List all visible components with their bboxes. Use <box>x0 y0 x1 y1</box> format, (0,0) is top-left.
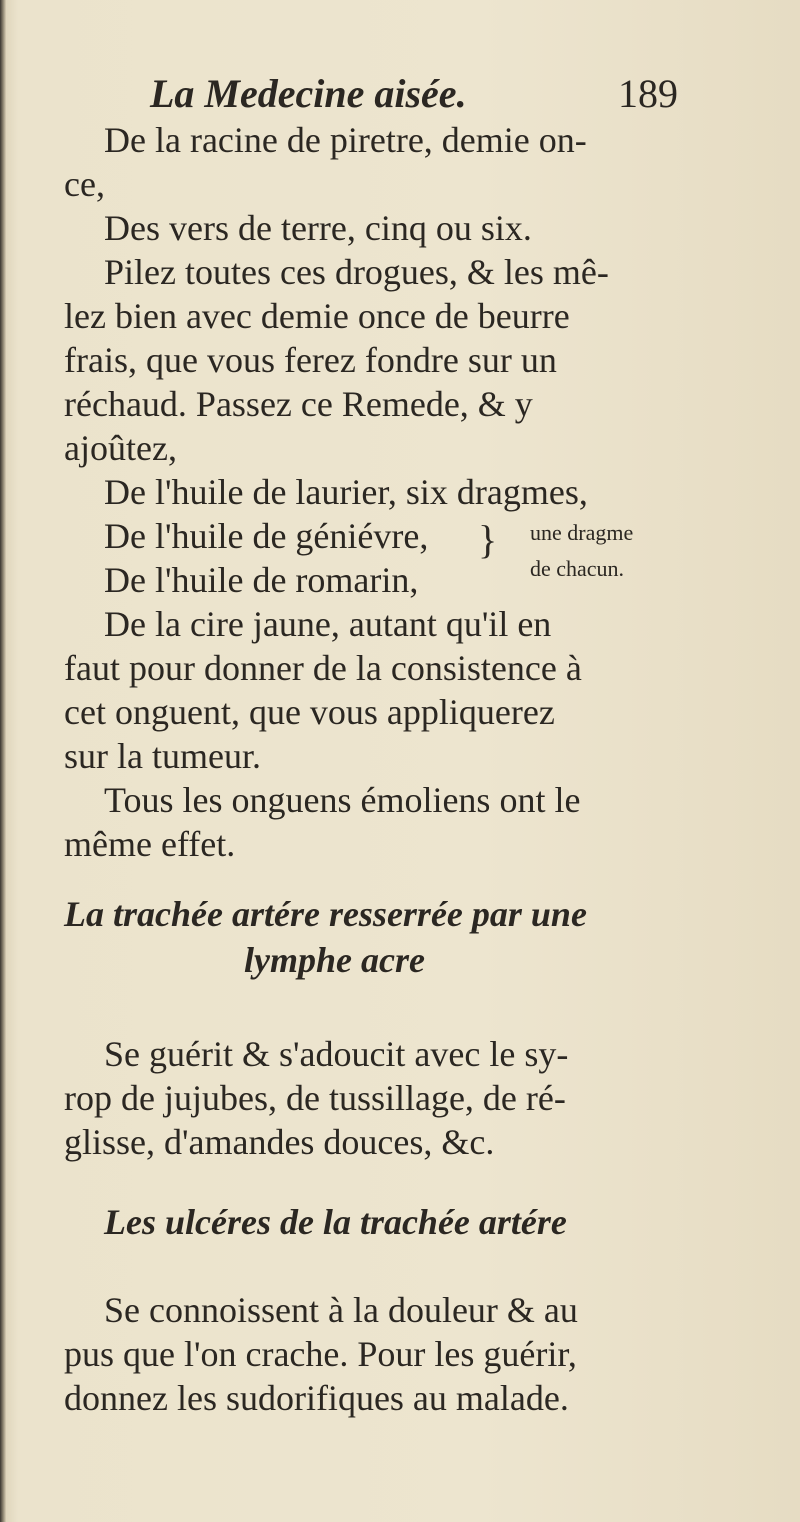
text-line: sur la tumeur. <box>64 736 261 776</box>
running-header <box>150 70 678 118</box>
text-line: De la cire jaune, autant qu'il en <box>104 604 552 644</box>
brace-note-line2: de chacun. <box>530 556 625 581</box>
running-title: La Medecine aisée. <box>150 71 467 116</box>
text-line: De l'huile de laurier, six dragmes, <box>104 472 588 512</box>
text-line: Des vers de terre, cinq ou six. <box>104 208 532 248</box>
text-line: faut pour donner de la consistence à <box>64 648 582 688</box>
text-line: Se guérit & s'adoucit avec le sy- <box>104 1034 569 1074</box>
text-line: De l'huile de géniévre, <box>104 516 429 556</box>
text-line: pus que l'on crache. Pour les guérir, <box>64 1334 577 1374</box>
brace-note-line1: une dragme <box>530 520 634 545</box>
text-line: De la racine de piretre, demie on- <box>104 120 587 160</box>
text-line: glisse, d'amandes douces, &c. <box>64 1122 495 1162</box>
text-line: donnez les sudorifiques au malade. <box>64 1378 569 1418</box>
text-line: lez bien avec demie once de beurre <box>64 296 570 336</box>
section-heading: Les ulcéres de la trachée artére <box>104 1202 567 1242</box>
text-line: même effet. <box>64 824 236 864</box>
section-heading: lymphe acre <box>244 940 425 980</box>
page-edge-shadow <box>0 0 6 1522</box>
text-line: Se connoissent à la douleur & au <box>104 1290 578 1330</box>
text-line: cet onguent, que vous appliquerez <box>64 692 555 732</box>
section-heading: La trachée artére resserrée par une <box>64 894 587 934</box>
text-line: réchaud. Passez ce Remede, & y <box>64 384 533 424</box>
text-line: Tous les onguens émoliens ont le <box>104 780 581 820</box>
brace-glyph: } <box>478 517 498 562</box>
page-number: 189 <box>618 71 678 116</box>
text-line: De l'huile de romarin, <box>104 560 419 600</box>
text-line: ce, <box>64 164 105 204</box>
text-line: rop de jujubes, de tussillage, de ré- <box>64 1078 566 1118</box>
text-line: Pilez toutes ces drogues, & les mê- <box>104 252 609 292</box>
text-line: frais, que vous ferez fondre sur un <box>64 340 557 380</box>
text-line: ajoûtez, <box>64 428 177 468</box>
